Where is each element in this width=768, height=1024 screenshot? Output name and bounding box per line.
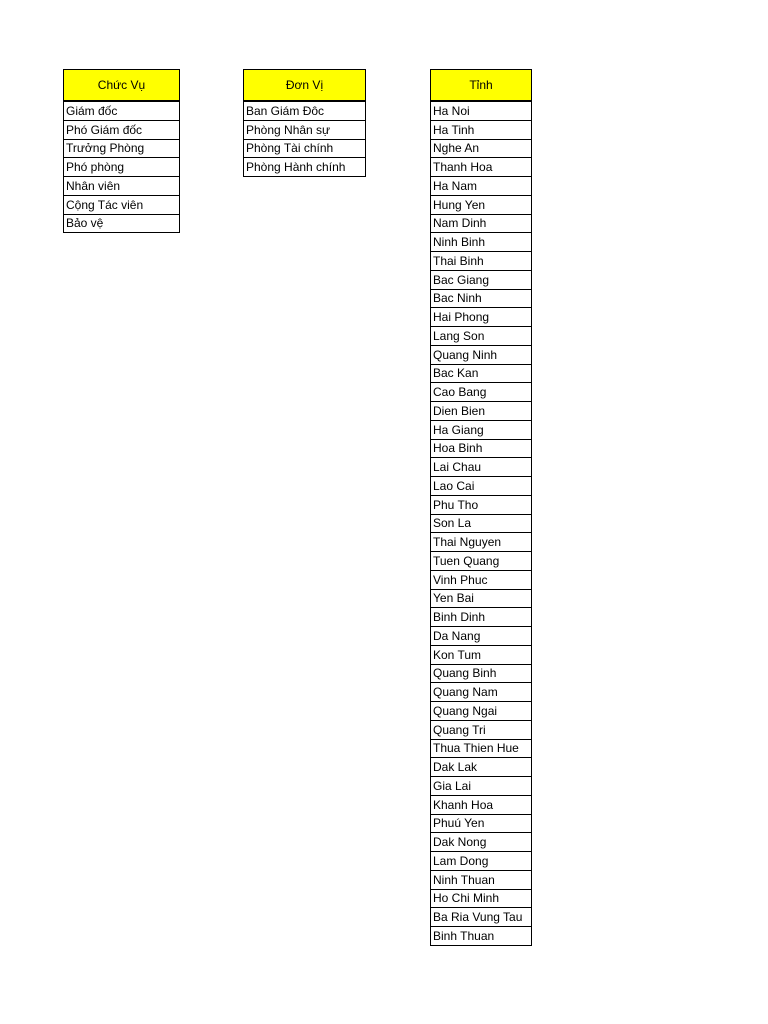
tinh-cell[interactable]: Phuú Yen — [431, 814, 532, 833]
table-row — [431, 758, 532, 777]
table-row — [431, 458, 532, 477]
don-vi-cell[interactable]: Phòng Tài chính — [244, 139, 366, 158]
table-row — [431, 402, 532, 421]
table-row — [431, 814, 532, 833]
chuc-vu-cell[interactable]: Cộng Tác viên — [64, 195, 180, 214]
tinh-cell[interactable]: Da Nang — [431, 627, 532, 646]
table-row — [431, 439, 532, 458]
table-row — [431, 852, 532, 871]
chuc-vu-header[interactable]: Chức Vụ — [64, 70, 180, 102]
table-row — [431, 777, 532, 796]
don-vi-table — [243, 69, 366, 177]
tinh-cell[interactable]: Quang Ngai — [431, 702, 532, 721]
tinh-cell[interactable]: Thua Thien Hue — [431, 739, 532, 758]
table-row — [244, 120, 366, 139]
table-row — [431, 889, 532, 908]
table-row — [431, 158, 532, 177]
table-row — [431, 327, 532, 346]
table-row — [431, 308, 532, 327]
don-vi-cell[interactable]: Phòng Hành chính — [244, 158, 366, 177]
chuc-vu-cell[interactable]: Phó phòng — [64, 158, 180, 177]
table-row — [431, 627, 532, 646]
tinh-cell[interactable]: Lai Chau — [431, 458, 532, 477]
tinh-cell[interactable]: Ha Noi — [431, 101, 532, 120]
table-row — [431, 739, 532, 758]
tinh-cell[interactable]: Ninh Thuan — [431, 870, 532, 889]
tinh-cell[interactable]: Thai Nguyen — [431, 533, 532, 552]
table-row — [431, 477, 532, 496]
chuc-vu-cell[interactable]: Giám đốc — [64, 101, 180, 120]
tinh-cell[interactable]: Quang Nam — [431, 683, 532, 702]
tinh-cell[interactable]: Dak Lak — [431, 758, 532, 777]
table-row — [431, 139, 532, 158]
table-row — [431, 927, 532, 946]
chuc-vu-cell[interactable]: Trưởng Phòng — [64, 139, 180, 158]
tinh-cell[interactable]: Kon Tum — [431, 645, 532, 664]
tinh-cell[interactable]: Hung Yen — [431, 195, 532, 214]
table-row — [431, 795, 532, 814]
table-row — [431, 720, 532, 739]
tinh-cell[interactable]: Vinh Phuc — [431, 570, 532, 589]
chuc-vu-cell[interactable]: Nhân viên — [64, 177, 180, 196]
table-row — [431, 552, 532, 571]
table-row — [431, 383, 532, 402]
tinh-header[interactable]: Tỉnh — [431, 70, 532, 102]
tinh-cell[interactable]: Dak Nong — [431, 833, 532, 852]
chuc-vu-cell[interactable]: Phó Giám đốc — [64, 120, 180, 139]
tinh-cell[interactable]: Phu Tho — [431, 495, 532, 514]
table-row — [431, 608, 532, 627]
table-row — [244, 139, 366, 158]
table-row — [431, 870, 532, 889]
table-row — [431, 270, 532, 289]
tinh-cell[interactable]: Ninh Binh — [431, 233, 532, 252]
tinh-cell[interactable]: Son La — [431, 514, 532, 533]
table-row — [431, 233, 532, 252]
table-row — [431, 702, 532, 721]
don-vi-header[interactable]: Đơn Vị — [244, 70, 366, 102]
tinh-cell[interactable]: Lang Son — [431, 327, 532, 346]
table-row — [431, 533, 532, 552]
table-row — [64, 177, 180, 196]
table-row — [431, 514, 532, 533]
tinh-cell[interactable]: Dien Bien — [431, 402, 532, 421]
table-row — [431, 570, 532, 589]
table-row — [431, 645, 532, 664]
tinh-cell[interactable]: Bac Giang — [431, 270, 532, 289]
table-row — [431, 345, 532, 364]
table-row — [431, 908, 532, 927]
table-row — [431, 214, 532, 233]
chuc-vu-table — [63, 69, 180, 233]
tinh-cell[interactable]: Thai Binh — [431, 252, 532, 271]
tinh-cell[interactable]: Ha Giang — [431, 420, 532, 439]
tinh-cell[interactable]: Hai Phong — [431, 308, 532, 327]
tinh-cell[interactable]: Nghe An — [431, 139, 532, 158]
table-row — [431, 589, 532, 608]
tinh-cell[interactable]: Yen Bai — [431, 589, 532, 608]
table-row — [431, 120, 532, 139]
table-row — [64, 139, 180, 158]
tinh-cell[interactable]: Ba Ria Vung Tau — [431, 908, 532, 927]
tinh-cell[interactable]: Lao Cai — [431, 477, 532, 496]
table-row — [431, 101, 532, 120]
tinh-cell[interactable]: Binh Dinh — [431, 608, 532, 627]
table-row — [64, 120, 180, 139]
tinh-cell[interactable]: Ho Chi Minh — [431, 889, 532, 908]
table-row — [431, 177, 532, 196]
chuc-vu-cell[interactable]: Bảo vệ — [64, 214, 180, 233]
tinh-cell[interactable]: Ha Nam — [431, 177, 532, 196]
tinh-cell[interactable]: Bac Ninh — [431, 289, 532, 308]
table-row — [431, 195, 532, 214]
tinh-cell[interactable]: Bac Kan — [431, 364, 532, 383]
tinh-cell[interactable]: Quang Tri — [431, 720, 532, 739]
table-row — [431, 664, 532, 683]
tinh-cell[interactable]: Gia Lai — [431, 777, 532, 796]
table-row — [431, 683, 532, 702]
table-row — [431, 420, 532, 439]
table-row — [64, 101, 180, 120]
tinh-cell[interactable]: Lam Dong — [431, 852, 532, 871]
table-row — [431, 252, 532, 271]
tinh-cell[interactable]: Thanh Hoa — [431, 158, 532, 177]
table-row — [64, 158, 180, 177]
table-row — [431, 364, 532, 383]
tinh-cell[interactable]: Binh Thuan — [431, 927, 532, 946]
table-row — [431, 833, 532, 852]
table-row — [431, 289, 532, 308]
tinh-table — [430, 69, 532, 946]
tinh-cell[interactable]: Khanh Hoa — [431, 795, 532, 814]
tinh-cell[interactable]: Nam Dinh — [431, 214, 532, 233]
don-vi-cell[interactable]: Phòng Nhân sự — [244, 120, 366, 139]
table-row — [64, 195, 180, 214]
table-row — [64, 214, 180, 233]
table-row — [244, 158, 366, 177]
tinh-cell[interactable]: Hoa Binh — [431, 439, 532, 458]
don-vi-cell[interactable]: Ban Giám Đôc — [244, 101, 366, 120]
tinh-cell[interactable]: Cao Bang — [431, 383, 532, 402]
tinh-cell[interactable]: Tuen Quang — [431, 552, 532, 571]
tinh-cell[interactable]: Ha Tinh — [431, 120, 532, 139]
table-row — [244, 101, 366, 120]
tinh-cell[interactable]: Quang Ninh — [431, 345, 532, 364]
tinh-cell[interactable]: Quang Binh — [431, 664, 532, 683]
table-row — [431, 495, 532, 514]
